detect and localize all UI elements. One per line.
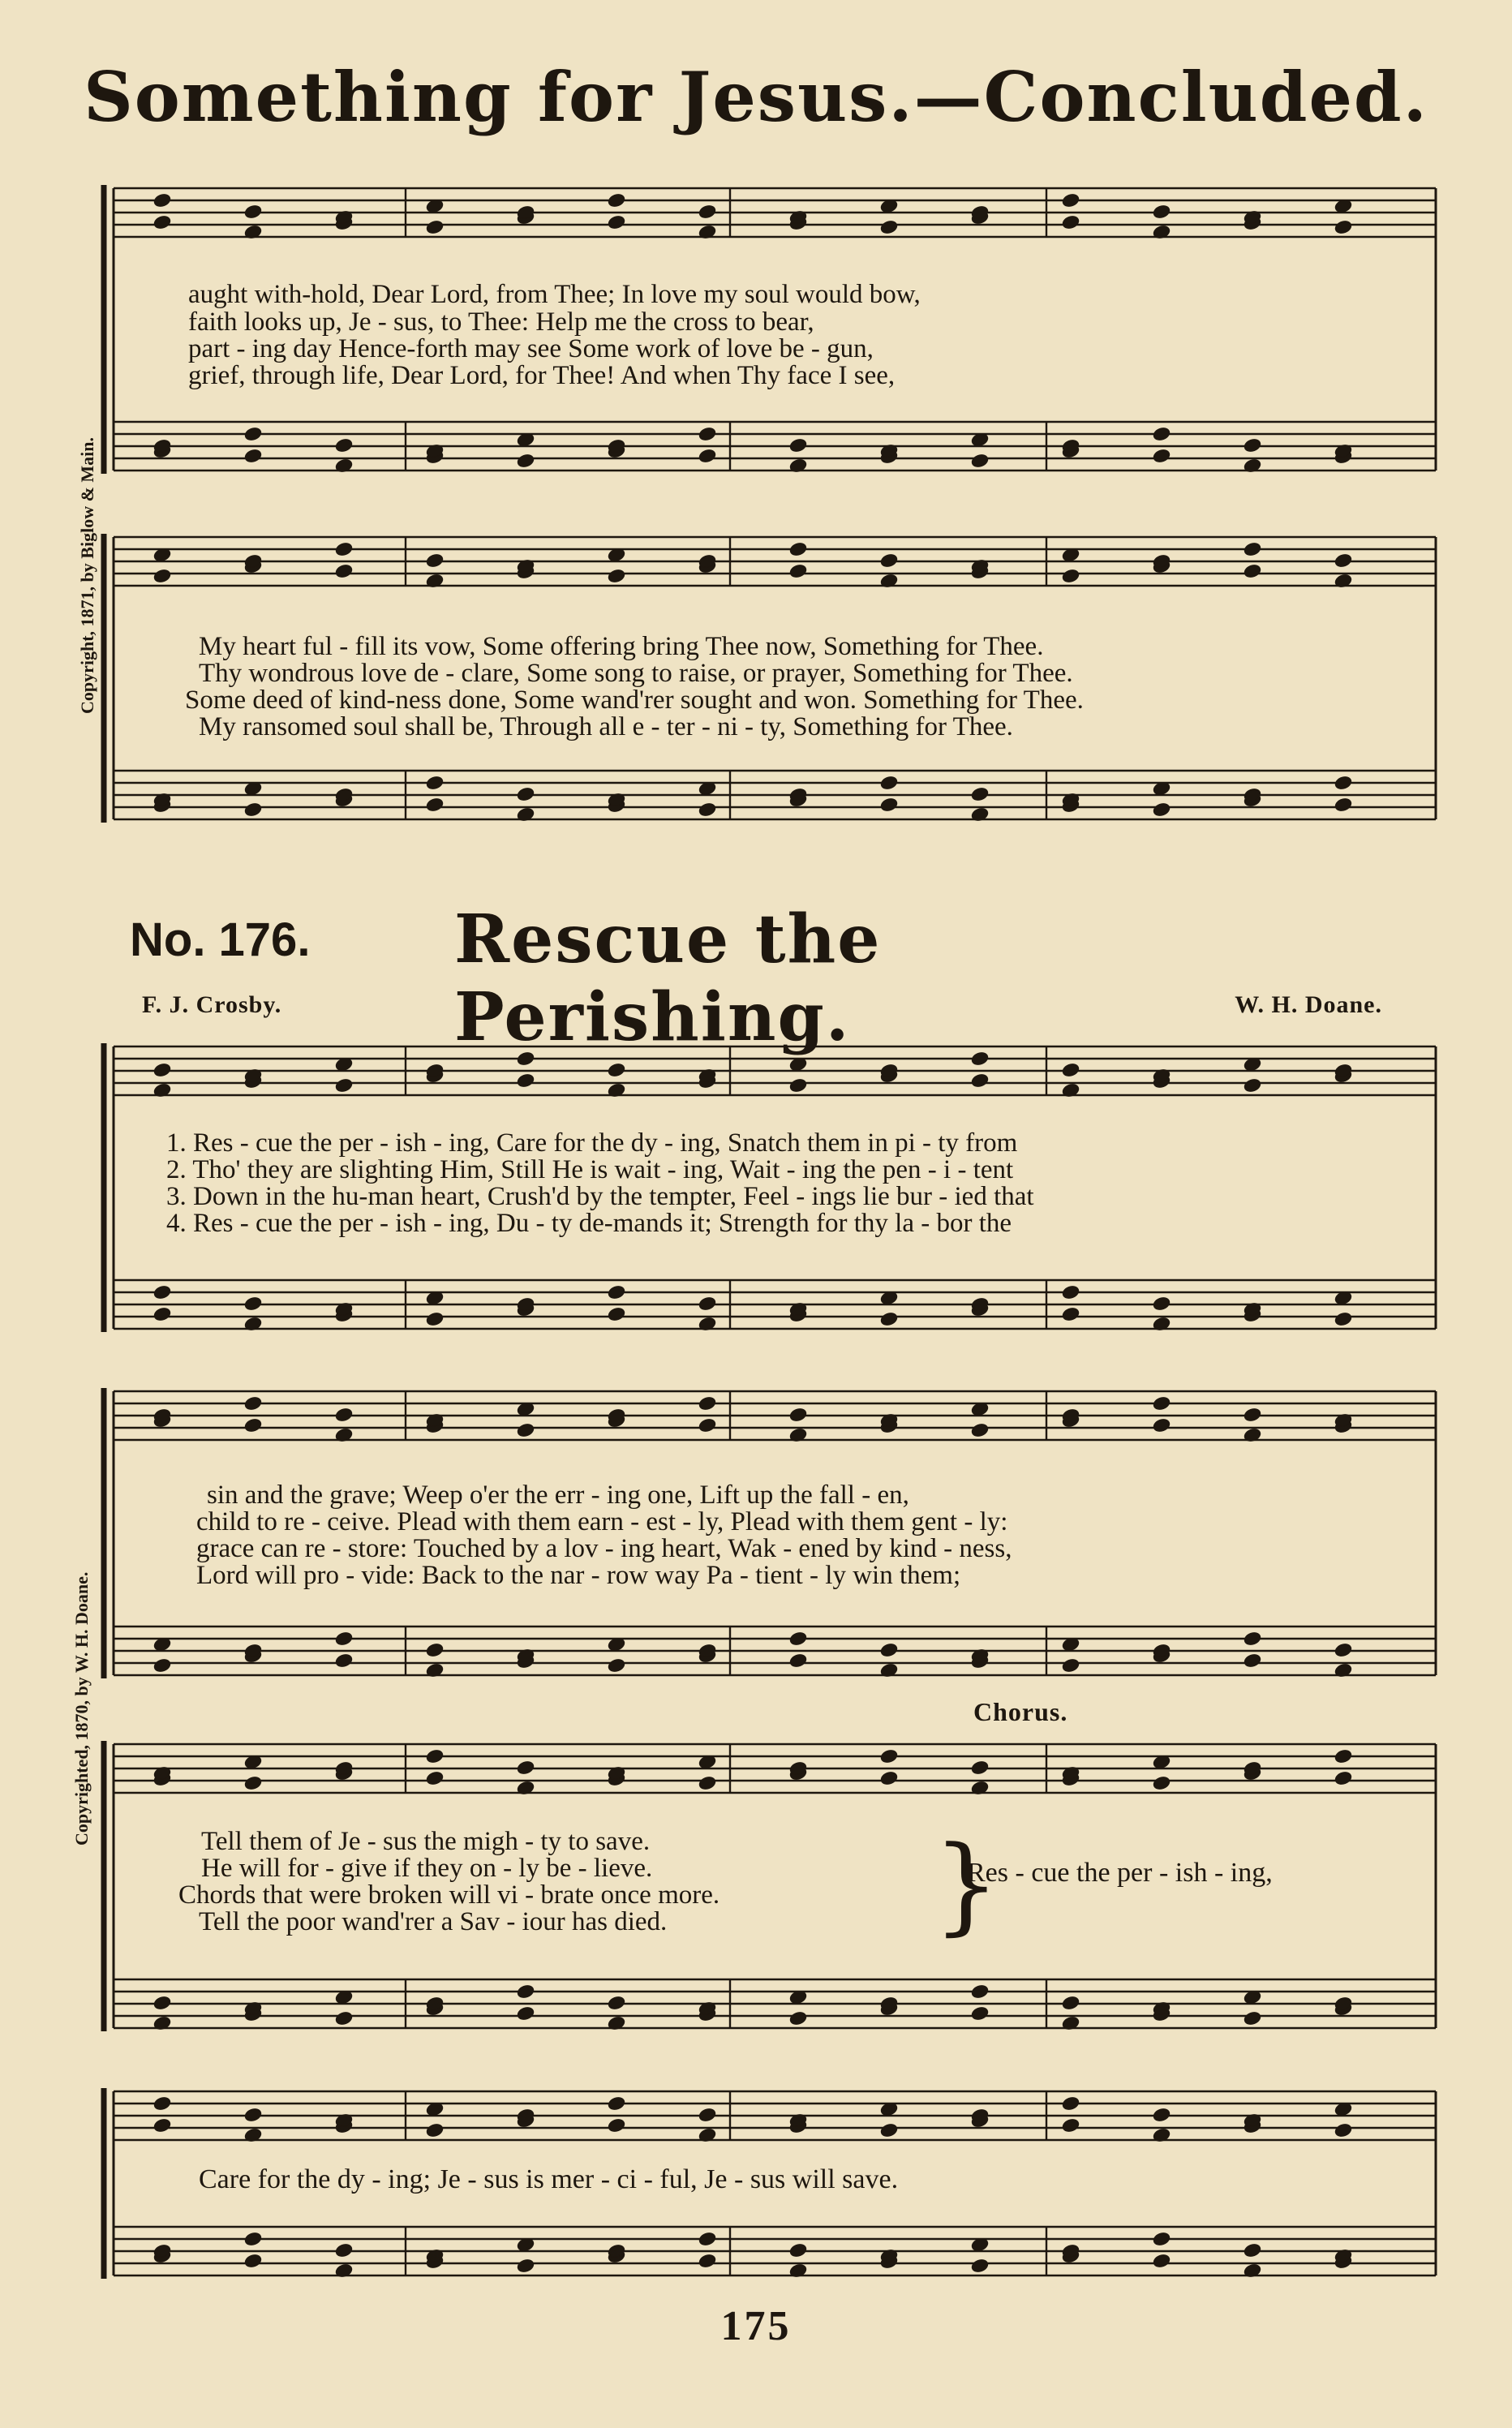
song-title: Something for Jesus.—Concluded. [84, 57, 1428, 137]
lyric-verse-2: He will for - give if they on - ly be - lieve. [201, 1854, 653, 1883]
lyricist: F. J. Crosby. [142, 991, 282, 1018]
lyric-verse-1: My heart ful - fill its vow, Some offering bring Thee now, Something for Thee. [199, 632, 1044, 661]
lyric-verse-3: part - ing day Hence-forth may see Some work of love be - gun, [188, 334, 874, 363]
lyric-verse-4: grief, through life, Dear Lord, for Thee! And when Thy face I see, [188, 361, 896, 390]
lyric-verse-4: My ransomed soul shall be, Through all e - ter - ni - ty, Something for Thee. [199, 712, 1013, 741]
composer: W. H. Doane. [1235, 991, 1382, 1018]
lyric-verse-1: 1. Res - cue the per - ish - ing, Care for the dy - ing, Snatch them in pi - ty from [166, 1128, 1018, 1158]
lyric-verse-3: grace can re - store: Touched by a lov - ing heart, Wak - ened by kind - ness, [196, 1534, 1012, 1563]
lyric-verse-3: Some deed of kind-ness done, Some wand'rer sought and won. Something for Thee. [185, 685, 1084, 715]
lyric-verse-1: sin and the grave; Weep o'er the err - ing one, Lift up the fall - en, [207, 1480, 909, 1510]
lyric-verse-4: Lord will pro - vide: Back to the nar - row way Pa - tient - ly win them; [196, 1561, 961, 1590]
lyric-verse-1: Tell them of Je - sus the migh - ty to save. [201, 1827, 651, 1856]
chorus-lyric: Res - cue the per - ish - ing, [967, 1858, 1273, 1888]
lyric-verse-4: Tell the poor wand'rer a Sav - iour has died. [199, 1907, 668, 1936]
verse-brace: } [933, 1823, 1000, 1946]
lyric-refrain: Care for the dy - ing; Je - sus is mer - ci - ful, Je - sus will save. [199, 2164, 899, 2194]
hymn-number: No. 176. [130, 913, 311, 966]
lyric-verse-2: child to re - ceive. Plead with them earn - est - ly, Plead with them gent - ly: [196, 1507, 1008, 1536]
copyright-notice: Copyright, 1871, by Biglow & Main. [77, 436, 97, 714]
copyright-notice: Copyrighted, 1870, by W. H. Doane. [71, 1571, 92, 1846]
lyric-verse-2: Thy wondrous love de - clare, Some song to raise, or prayer, Something for Thee. [199, 659, 1073, 688]
lyric-verse-2: faith looks up, Je - sus, to Thee: Help me the cross to bear, [188, 307, 814, 337]
lyric-verse-3: Chords that were broken will vi - brate once more. [178, 1880, 720, 1910]
page-number: 175 [720, 2303, 792, 2349]
chorus-label: Chorus. [973, 1697, 1068, 1726]
lyric-verse-2: 2. Tho' they are slighting Him, Still He is wait - ing, Wait - ing the pen - i - tent [166, 1155, 1014, 1184]
song-title: Rescue the Perishing. [454, 900, 882, 1056]
lyric-verse-3: 3. Down in the hu-man heart, Crush'd by the tempter, Feel - ings lie bur - ied that [166, 1182, 1034, 1211]
lyric-verse-1: aught with-hold, Dear Lord, from Thee; In love my soul would bow, [188, 280, 921, 309]
lyric-verse-4: 4. Res - cue the per - ish - ing, Du - ty de-mands it; Strength for thy la - bor the [166, 1209, 1012, 1238]
